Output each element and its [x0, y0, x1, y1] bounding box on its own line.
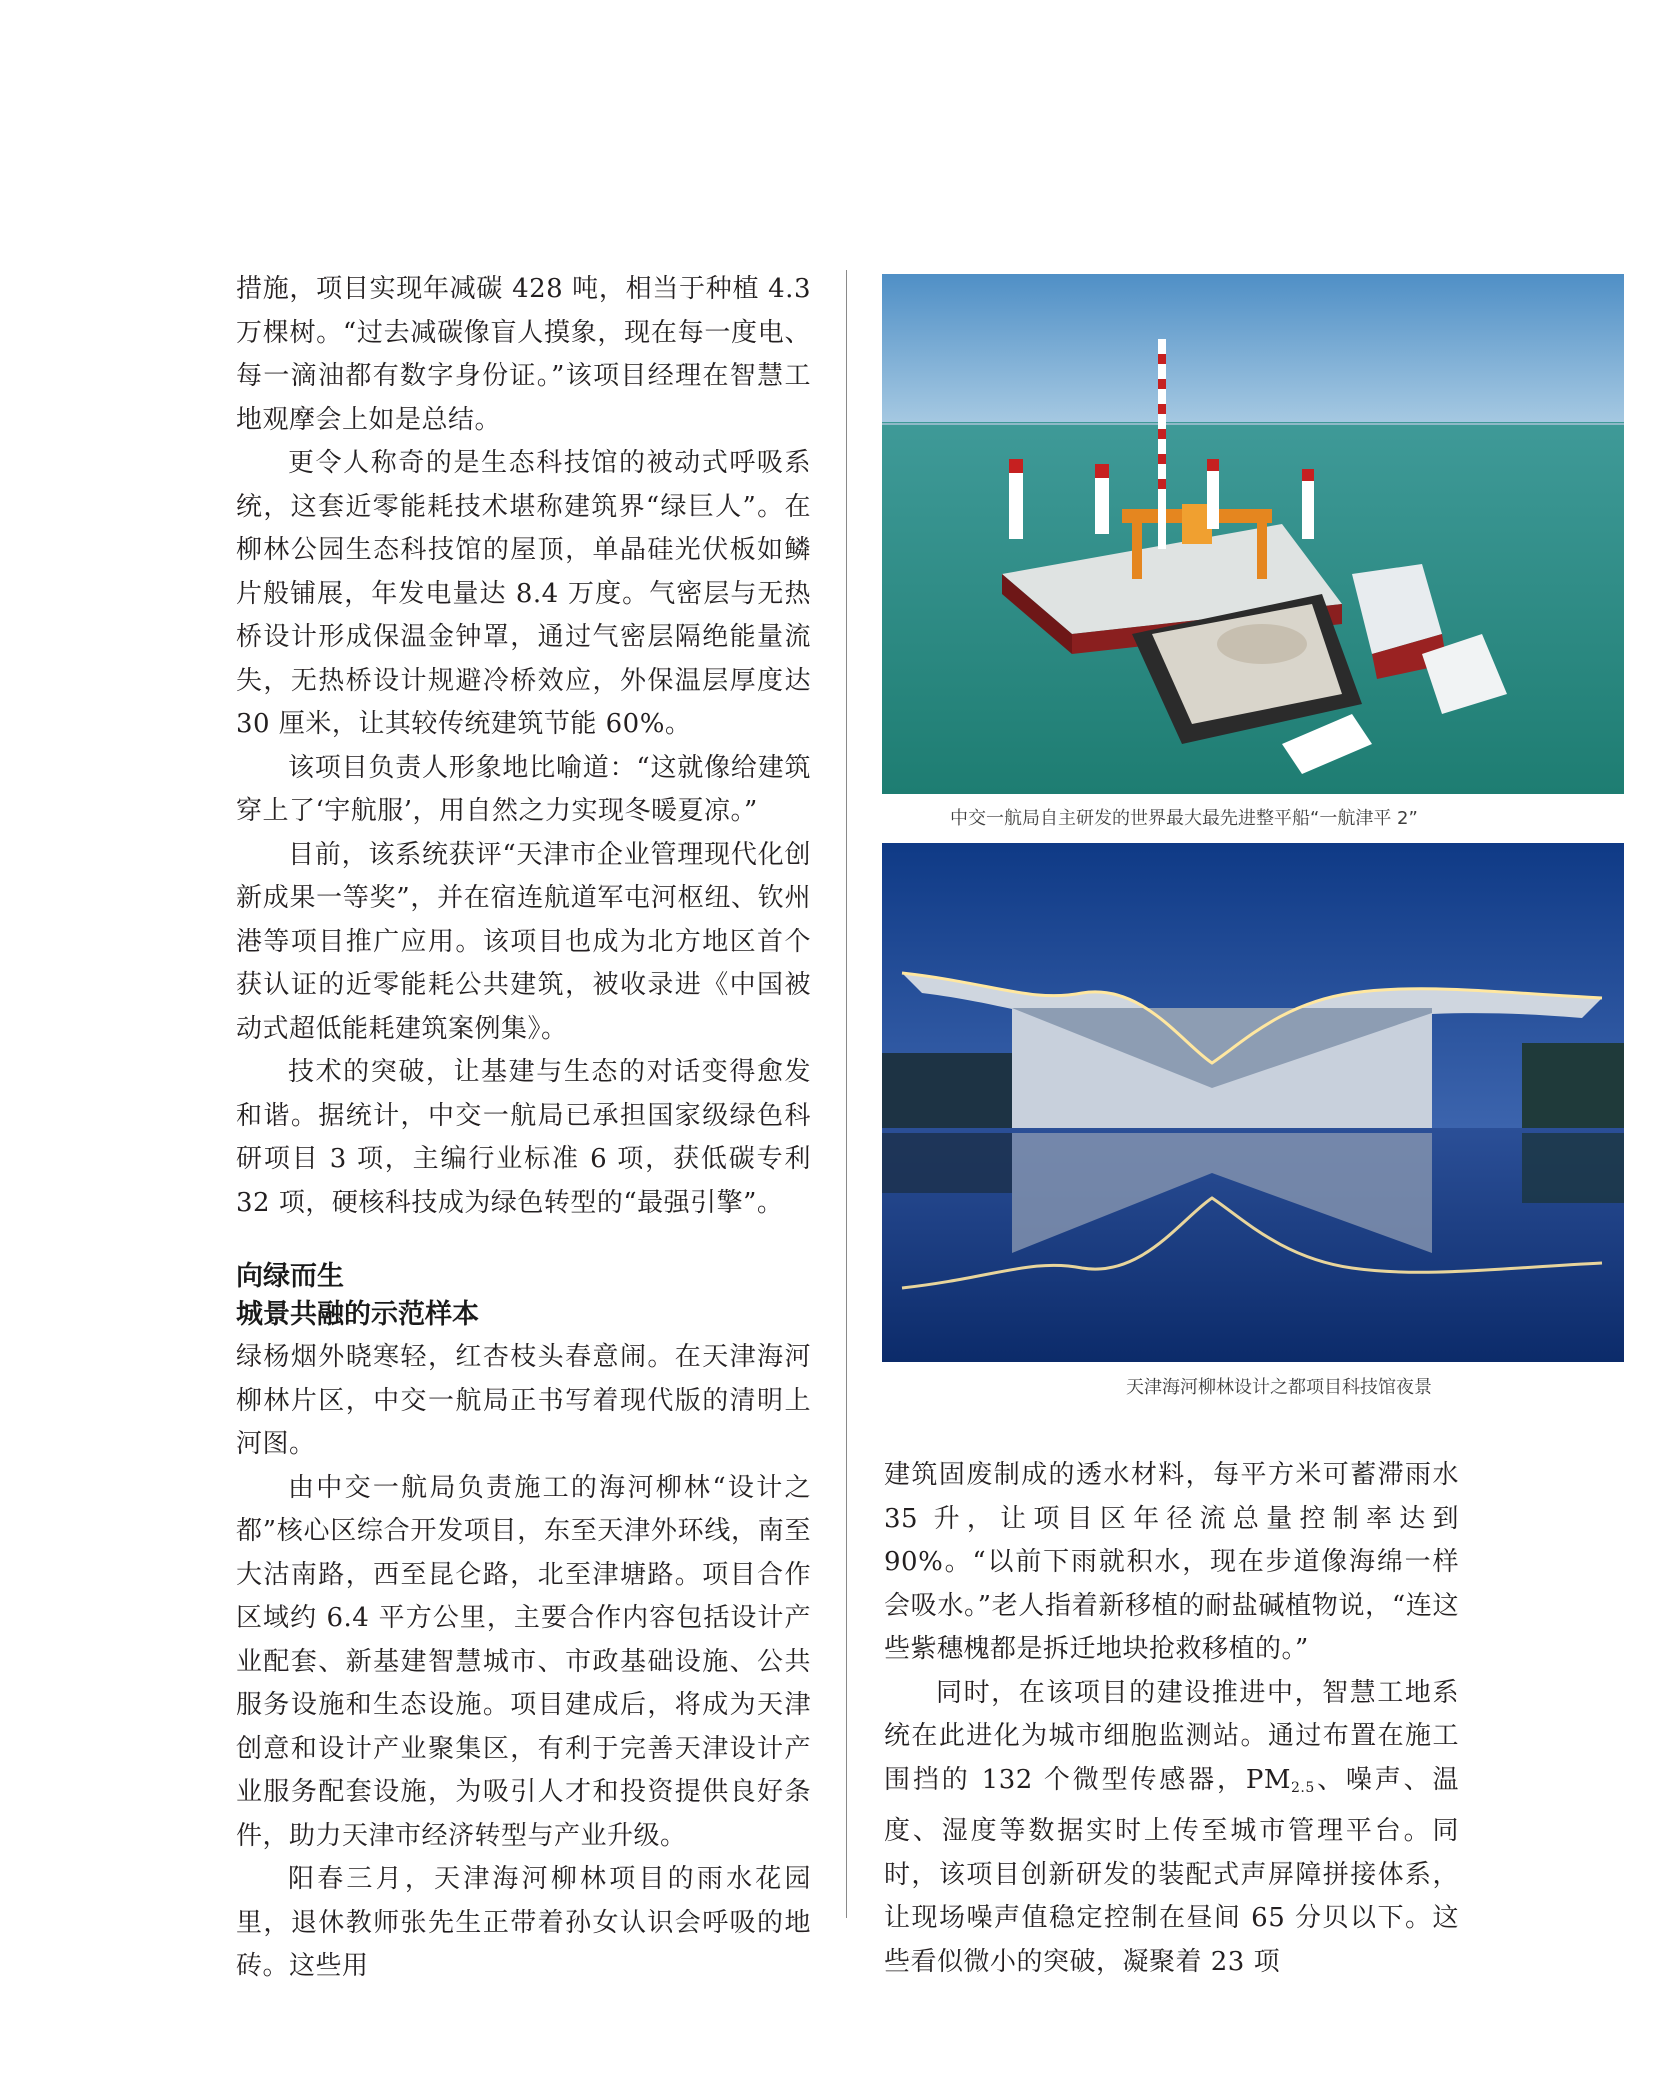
- photo-caption: 中交一航局自主研发的世界最大最先进整平船“一航津平 2”: [950, 808, 1418, 829]
- right-column: [884, 1454, 1459, 1984]
- paragraph: 技术的突破，让基建与生态的对话变得愈发和谐。据统计，中交一航局已承担国家级绿色科研项目 3 项，主编行业标准 6 项，获低碳专利 32 项，硬核科技成为绿色转型的“最强引擎”。: [236, 1057, 811, 1218]
- paragraph: 措施，项目实现年减碳 428 吨，相当于种植 4.3 万棵树。“过去减碳像盲人摸象，现在每一度电、每一滴油都有数字身份证。”该项目经理在智慧工地观摩会上如是总结。: [236, 274, 811, 435]
- paragraph: 建筑固废制成的透水材料，每平方米可蓄滞雨水 35 升，让项目区年径流总量控制率达到 90%。“以前下雨就积水，现在步道像海绵一样会吸水。”老人指着新移植的耐盐碱植物说，“连这些紫穗槐都是拆迁地块抢救移植的。”: [884, 1460, 1459, 1664]
- left-column: [236, 268, 811, 1989]
- section-heading: [236, 1258, 811, 1334]
- paragraph: [884, 1672, 1459, 1985]
- paragraph: 该项目负责人形象地比喻道：“这就像给建筑穿上了‘宇航服’，用自然之力实现冬暖夏凉。”: [236, 752, 811, 826]
- paragraph: 阳春三月，天津海河柳林项目的雨水花园里，退休教师张先生正带着孙女认识会呼吸的地砖。这些用: [236, 1864, 811, 1981]
- paragraph-text: 同时，在该项目的建设推进中，智慧工地系统在此进化为城市细胞监测站。通过布置在施工围挡的 132 个微型传感器，PM: [884, 1677, 1459, 1795]
- paragraph-text: 、噪声、温度、湿度等数据实时上传至城市管理平台。同时，该项目创新研发的装配式声屏障拼接体系，让现场噪声值稳定控制在昼间 65 分贝以下。这些看似微小的突破，凝聚着 23 项: [884, 1764, 1459, 1977]
- pm-subscript: 2.5: [1290, 1779, 1315, 1796]
- section-subtitle: 城景共融的示范样本: [236, 1299, 479, 1330]
- column-divider: [846, 270, 847, 1918]
- section-title: 向绿而生: [236, 1261, 344, 1292]
- photo-caption: 天津海河柳林设计之都项目科技馆夜景: [1126, 1377, 1432, 1398]
- paragraph: 目前，该系统获评“天津市企业管理现代化创新成果一等奖”，并在宿连航道军屯河枢纽、钦州港等项目推广应用。该项目也成为北方地区首个获认证的近零能耗公共建筑，被收录进《中国被动式超低能耗建筑案例集》。: [236, 839, 811, 1044]
- paragraph: 由中交一航局负责施工的海河柳林“设计之都”核心区综合开发项目，东至天津外环线，南至大沽南路，西至昆仑路，北至津塘路。项目合作区域约 6.4 平方公里，主要合作内容包括设计产业配套、新基建智慧城市、市政基础设施、公共服务设施和生态设施。项目建成后，将成为天津创意和设计产业聚集区，有利于完善天津设计产业服务配套设施，为吸引人才和投资提供良好条件，助力天津市经济转型与产业升级。: [236, 1472, 811, 1851]
- paragraph: 更令人称奇的是生态科技馆的被动式呼吸系统，这套近零能耗技术堪称建筑界“绿巨人”。在柳林公园生态科技馆的屋顶，单晶硅光伏板如鳞片般铺展，年发电量达 8.4 万度。气密层与无热桥设计形成保温金钟罩，通过气密层隔绝能量流失，无热桥设计规避冷桥效应，外保温层厚度达 30 厘米，让其较传统建筑节能 60%。: [236, 448, 811, 739]
- paragraph: 绿杨烟外晓寒轻，红杏枝头春意闹。在天津海河柳林片区，中交一航局正书写着现代版的清明上河图。: [236, 1342, 811, 1459]
- photo-science-museum-night: [882, 843, 1624, 1362]
- photo-leveling-vessel: [882, 274, 1624, 794]
